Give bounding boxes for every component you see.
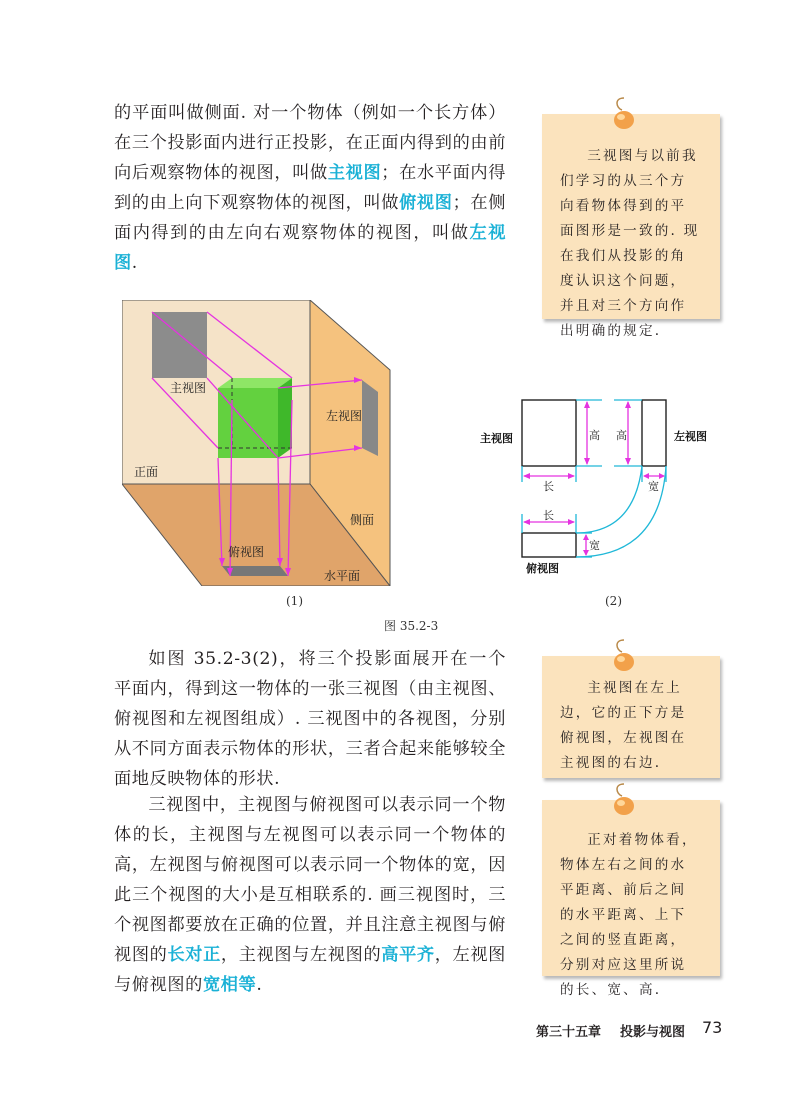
top-view-rect [522, 533, 576, 557]
dim-width-2: 宽 [589, 539, 600, 552]
page-number: 73 [702, 1018, 723, 1037]
text-segment: ；在水平面内得到的由上向下观察物体的视图，叫做 [114, 163, 506, 213]
text-segment: ；在侧面内得到的由左向右观察物体的视图，叫做 [114, 193, 506, 243]
text-segment: . [131, 253, 138, 273]
dim-height-2: 高 [616, 429, 627, 442]
main-view-rect [522, 400, 576, 466]
label-top-view: 俯视图 [228, 545, 265, 559]
label-main-view-2: 主视图 [480, 432, 513, 445]
footer-title: 投影与视图 [620, 1025, 686, 1040]
paragraph-intro [114, 98, 506, 278]
paragraph-unfold: 如图 35.2-3(2)，将三个投影面展开在一个平面内，得到这一物体的一张三视图（由主视图、俯视图和左视图组成）. 三视图中的各视图，分别从不同方面表示物体的形状，三者合起来能够较全面地反映物体的形状. [114, 649, 506, 789]
pin-icon [610, 636, 638, 676]
label-top-view-2: 俯视图 [526, 562, 559, 575]
label-horizontal-plane: 水平面 [324, 569, 361, 583]
dim-length-1: 长 [543, 480, 554, 493]
top-projection-rect [222, 566, 288, 576]
label-left-view: 左视图 [326, 409, 363, 423]
term-left-view: 左视图 [114, 223, 506, 273]
left-view-rect [642, 400, 666, 466]
text-segment: 三视图中，主视图与俯视图可以表示同一个物体的长，主视图与左视图可以表示同一个物体的高，左视图与俯视图可以表示同一个物体的宽，因此三个视图的大小是互相联系的. 画三视图时，三个视图都要放在正确的位置，并且注意主视图与俯视图的 [114, 795, 506, 965]
label-side-plane: 侧面 [350, 513, 375, 527]
figure-three-views [474, 392, 722, 582]
dim-length-2: 长 [543, 509, 554, 522]
figure-caption: 图 35.2-3 [384, 619, 439, 633]
dim-height-1: 高 [589, 429, 600, 442]
caption-figure-2: (2) [605, 594, 622, 608]
term-top-view: 俯视图 [399, 193, 453, 213]
pin-icon [610, 780, 638, 820]
side-projection-rect [362, 380, 378, 456]
front-projection-rect [152, 312, 207, 378]
paragraph-rules [114, 790, 506, 1000]
text-segment: ，左视图与俯视图的 [114, 945, 506, 995]
caption-figure-1: (1) [286, 594, 303, 608]
label-left-view-2: 左视图 [674, 430, 707, 443]
side-note-text: 正对着物体看，物体左右之间的水平距离、前后之间的水平距离、上下之间的竖直距离，分别对应这里所说的长、宽、高. [560, 832, 698, 998]
green-box-side [278, 378, 292, 458]
footer-chapter: 第三十五章 [536, 1025, 602, 1040]
figure-3d-projection [122, 300, 394, 586]
text-segment: 的平面叫做侧面. 对一个物体（例如一个长方体）在三个投影面内进行正投影，在正面内得到的由前向后观察物体的视图，叫做 [114, 103, 506, 183]
text-segment: ，主视图与左视图的 [220, 945, 382, 965]
term-length-align: 长对正 [167, 945, 221, 965]
label-main-view: 主视图 [170, 381, 207, 395]
side-note-1 [542, 114, 720, 339]
side-note-text: 三视图与以前我们学习的从三个方向看物体得到的平面图形是一致的. 现在我们从投影的角度认识这个问题，并且对三个方向作出明确的规定. [560, 148, 700, 339]
dim-width-1: 宽 [648, 480, 659, 493]
pin-icon [610, 94, 638, 134]
term-height-level: 高平齐 [381, 945, 435, 965]
term-width-equal: 宽相等 [202, 975, 257, 995]
side-note-3 [542, 800, 720, 998]
text-segment: . [256, 975, 263, 995]
side-note-text: 主视图在左上边，它的正下方是俯视图，左视图在主视图的右边. [560, 680, 687, 771]
term-main-view: 主视图 [327, 163, 382, 183]
label-front-plane: 正面 [134, 465, 159, 479]
